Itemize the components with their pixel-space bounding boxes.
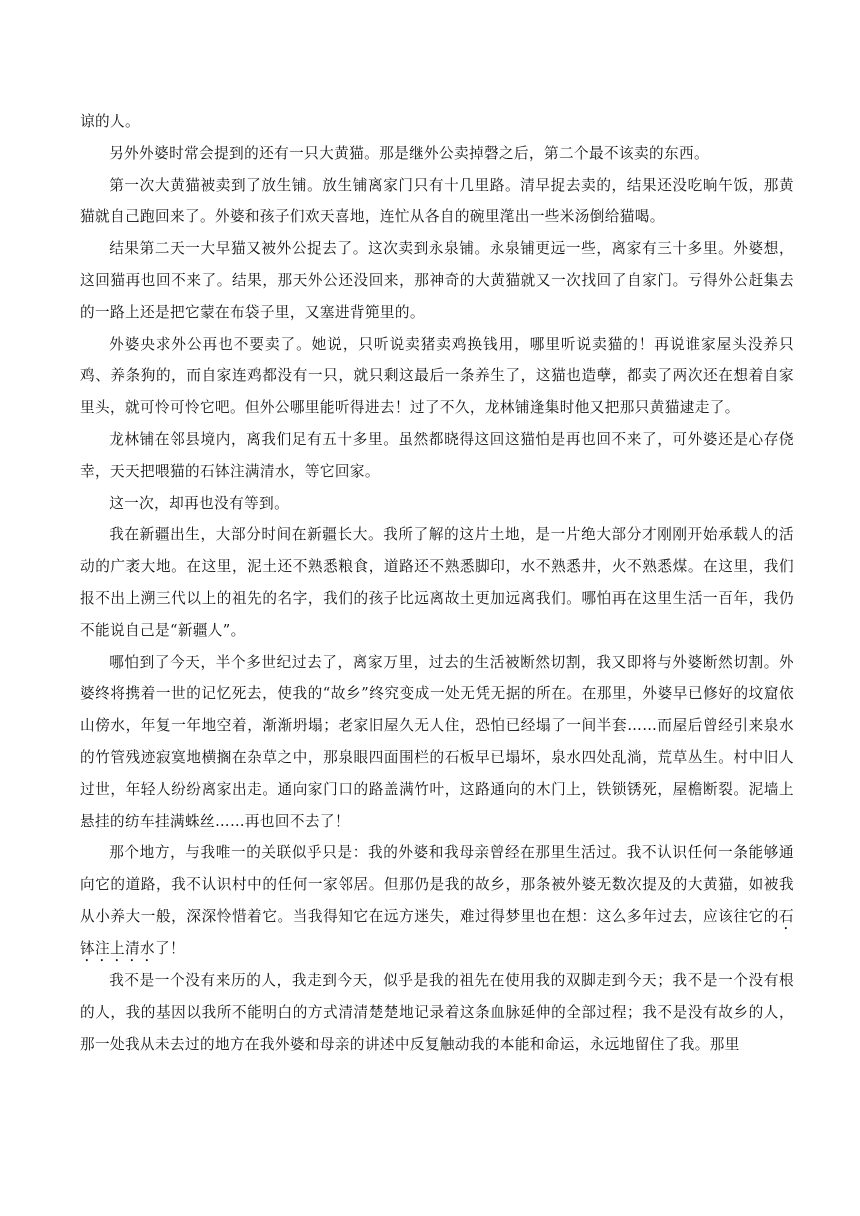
paragraph-10	[80, 837, 794, 965]
paragraph-5: 外婆央求外公再也不要卖了。她说，只听说卖猪卖鸡换钱用，哪里听说卖猫的！再说谁家屋头没养只鸡、养条狗的，而自家连鸡都没有一只，就只剩这最后一条养生了，这猫也造孽，都卖了两次还在想着自家里头，就可怜可怜它吧。但外公哪里能听得进去！过了不久，龙林铺逢集时他又把那只黄猫逮走了。	[80, 335, 794, 417]
paragraph-10-text-before: 那个地方，与我唯一的关联似乎只是：我的外婆和我母亲曾经在那里生活过。我不认识任何一条能够通向它的道路，我不认识村中的任何一家邻居。但那仍是我的故乡，那条被外婆无数次提及的大黄猫，如被我从小养大一般，深深怜惜着它。当我得知它在远方迷失，难过得梦里也在想：这么多年过去，应该往它的	[80, 844, 794, 925]
paragraph-11: 我不是一个没有来历的人，我走到今天，似乎是我的祖先在使用我的双脚走到今天；我不是一个没有根的人，我的基因以我所不能明白的方式清清楚楚地记录着这条血脉延伸的全部过程；我不是没有故乡的人，那一处我从未去过的地方在我外婆和母亲的讲述中反复触动我的本能和命运，永远地留住了我。那里	[80, 971, 794, 1053]
paragraph-7: 这一次，却再也没有等到。	[109, 494, 290, 512]
paragraph-4: 结果第二天一大早猫又被外公捉去了。这次卖到永泉铺。永泉铺更远一些，离家有三十多里。外婆想，这回猫再也回不来了。结果，那天外公还没回来，那神奇的大黄猫就又一次找回了自家门。亏得外公赶集去的一路上还是把它蒙在布袋子里，又塞进背篼里的。	[80, 240, 794, 321]
paragraph-9: 哪怕到了今天，半个多世纪过去了，离家万里，过去的生活被断然切割，我又即将与外婆断然切割。外婆终将携着一世的记忆死去，使我的“故乡”终究变成一处无凭无据的所在。在那里，外婆早已修好的坟窟依山傍水，年复一年地空着，渐渐坍塌；老家旧屋久无人住，恐怕已经塌了一间半套……而屋后曾经引来泉水的竹管残迹寂寞地横搁在杂草之中，那泉眼四面围栏的石板早已塌坏，泉水四处乱淌，荒草丛生。村中旧人过世，年轻人纷纷离家出走。通向家门口的路盖满竹叶，这路通向的木门上，铁锁锈死，屋檐断裂。泥墙上悬挂的纺车挂满蛛丝……再也回不去了！	[80, 653, 794, 830]
paragraph-8: 我在新疆出生，大部分时间在新疆长大。我所了解的这片土地，是一片绝大部分才刚刚开始承载人的活动的广袤大地。在这里，泥土还不熟悉粮食，道路还不熟悉脚印，水不熟悉井，火不熟悉煤。在这里，我们报不出上溯三代以上的祖先的名字，我们的孩子比远离故土更加远离我们。哪怕再在这里生活一百年，我仍不能说自己是“新疆人”。	[80, 526, 794, 639]
paragraph-10-text-after: 了！	[154, 939, 185, 957]
paragraph-1: 谅的人。	[80, 113, 140, 130]
paragraph-6: 龙林铺在邻县境内，离我们足有五十多里。虽然都晓得这回这猫怕是再也回不来了，可外婆还是心存侥幸，天天把喂猫的石钵注满清水，等它回家。	[80, 430, 794, 480]
document-body	[80, 106, 794, 1060]
emphasized-phrase: 石钵注上清水	[80, 907, 794, 957]
paragraph-2: 另外外婆时常会提到的还有一只大黄猫。那是继外公卖掉磬之后，第二个最不该卖的东西。	[109, 144, 709, 162]
paragraph-3: 第一次大黄猫被卖到了放生铺。放生铺离家门只有十几里路。清早捉去卖的，结果还没吃晌午饭，那黄猫就自己跑回来了。外婆和孩子们欢天喜地，连忙从各自的碗里滗出一些米汤倒给猫喝。	[80, 176, 794, 226]
